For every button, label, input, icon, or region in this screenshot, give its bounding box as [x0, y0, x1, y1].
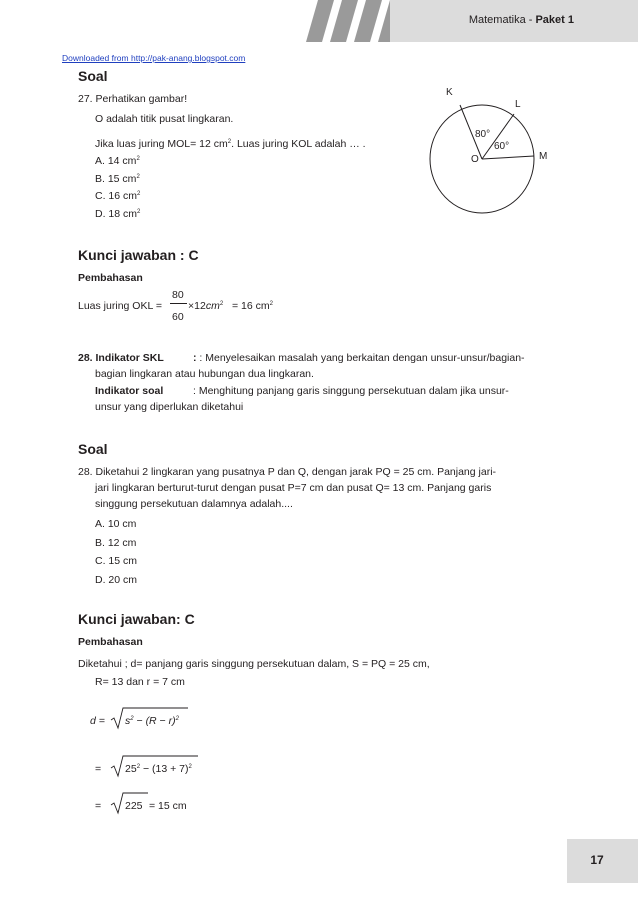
- formula1-lhs: d =: [90, 715, 105, 727]
- q28-known1: Diketahui ; d= panjang garis singgung persekutuan dalam, S = PQ = 25 cm,: [78, 658, 430, 670]
- q27-calc-result: = 16 $cm^2$: [232, 300, 273, 312]
- q28-text1: 28. Diketahui 2 lingkaran yang pusatnya P dan Q, dengan jarak PQ = 25 cm. Panjang jari-: [78, 466, 497, 478]
- q27-pembahasan: Pembahasan: [78, 272, 143, 284]
- formula3-radicand: 225: [125, 800, 143, 812]
- q28-text3: singgung persekutuan dalamnya adalah....: [95, 498, 293, 510]
- q27-option-b: B. 15 $cm^2$: [95, 173, 140, 185]
- q27-soal-heading: Soal: [78, 68, 108, 84]
- angle-80: 80°: [475, 129, 491, 140]
- formula3-result: = 15 cm: [149, 800, 187, 812]
- label-l: L: [515, 99, 521, 110]
- radius-om: [482, 156, 534, 159]
- q28-skl-label: 28. Indikator SKL: [78, 352, 164, 364]
- q28-skl-text2: bagian lingkaran atau hubungan dua lingkaran.: [95, 368, 314, 380]
- page-number-box: [567, 839, 638, 883]
- download-link[interactable]: Downloaded from http://pak-anang.blogspot.com: [62, 53, 246, 63]
- label-k: K: [446, 87, 453, 98]
- q27-option-a: A. 14 $cm^2$: [95, 155, 140, 167]
- formula2-radicand: $25^2 - (13 + 7)^2$: [125, 763, 192, 775]
- q28-soal-heading: Soal: [78, 441, 108, 457]
- q27-line2: O adalah titik pusat lingkaran.: [95, 113, 234, 125]
- q27-calc-label: Luas juring OKL =: [78, 300, 162, 312]
- angle-60: 60°: [494, 141, 510, 152]
- q28-text2: jari lingkaran berturut-turut dengan pusat P=7 cm dan pusat Q= 13 cm. Panjang garis: [95, 482, 492, 494]
- formula2-eq: =: [95, 763, 102, 775]
- fraction-numerator: 80: [172, 289, 184, 301]
- q28-option-b: B. 12 cm: [95, 537, 137, 549]
- label-o: O: [471, 154, 479, 165]
- q28-option-c: C. 15 cm: [95, 555, 138, 567]
- q27-kunci: Kunci jawaban : C: [78, 247, 199, 263]
- q27-option-d: D. 18 $cm^2$: [95, 208, 141, 220]
- q28-skl-text1: : : Menyelesaikan masalah yang berkaitan dengan unsur-unsur/bagian-: [193, 352, 525, 364]
- formula1-radicand: $s^2 - (R - r)^2$: [125, 715, 179, 727]
- q28-known2: R= 13 dan r = 7 cm: [95, 676, 185, 688]
- q27-option-c: C. 16 $cm^2$: [95, 190, 141, 202]
- q28-pembahasan: Pembahasan: [78, 636, 143, 648]
- formula3-eq: =: [95, 800, 102, 812]
- q27-line1: 27. Perhatikan gambar!: [78, 93, 188, 105]
- q28-indikator-soal-text2: unsur yang diperlukan diketahui: [95, 401, 244, 413]
- q28-indikator-soal-text1: : Menghitung panjang garis singgung persekutuan dalam jika unsur-: [193, 385, 509, 397]
- fraction-bar: [170, 303, 187, 304]
- q27-calc-mult: $\times 12cm^2$: [188, 300, 224, 312]
- fraction-denominator: 60: [172, 311, 184, 323]
- page-number: 17: [590, 853, 604, 867]
- header-title: Matematika - Paket 1: [468, 14, 574, 26]
- circle-figure: [420, 84, 580, 214]
- label-m: M: [539, 151, 548, 162]
- q28-option-a: A. 10 cm: [95, 518, 137, 530]
- q28-kunci: Kunci jawaban: C: [78, 611, 195, 627]
- q27-line3: Jika luas juring MOL= 12 $cm^2$. Luas juring KOL adalah … .: [95, 138, 366, 150]
- q28-option-d: D. 20 cm: [95, 574, 138, 586]
- q28-indikator-soal-label: Indikator soal: [95, 385, 164, 397]
